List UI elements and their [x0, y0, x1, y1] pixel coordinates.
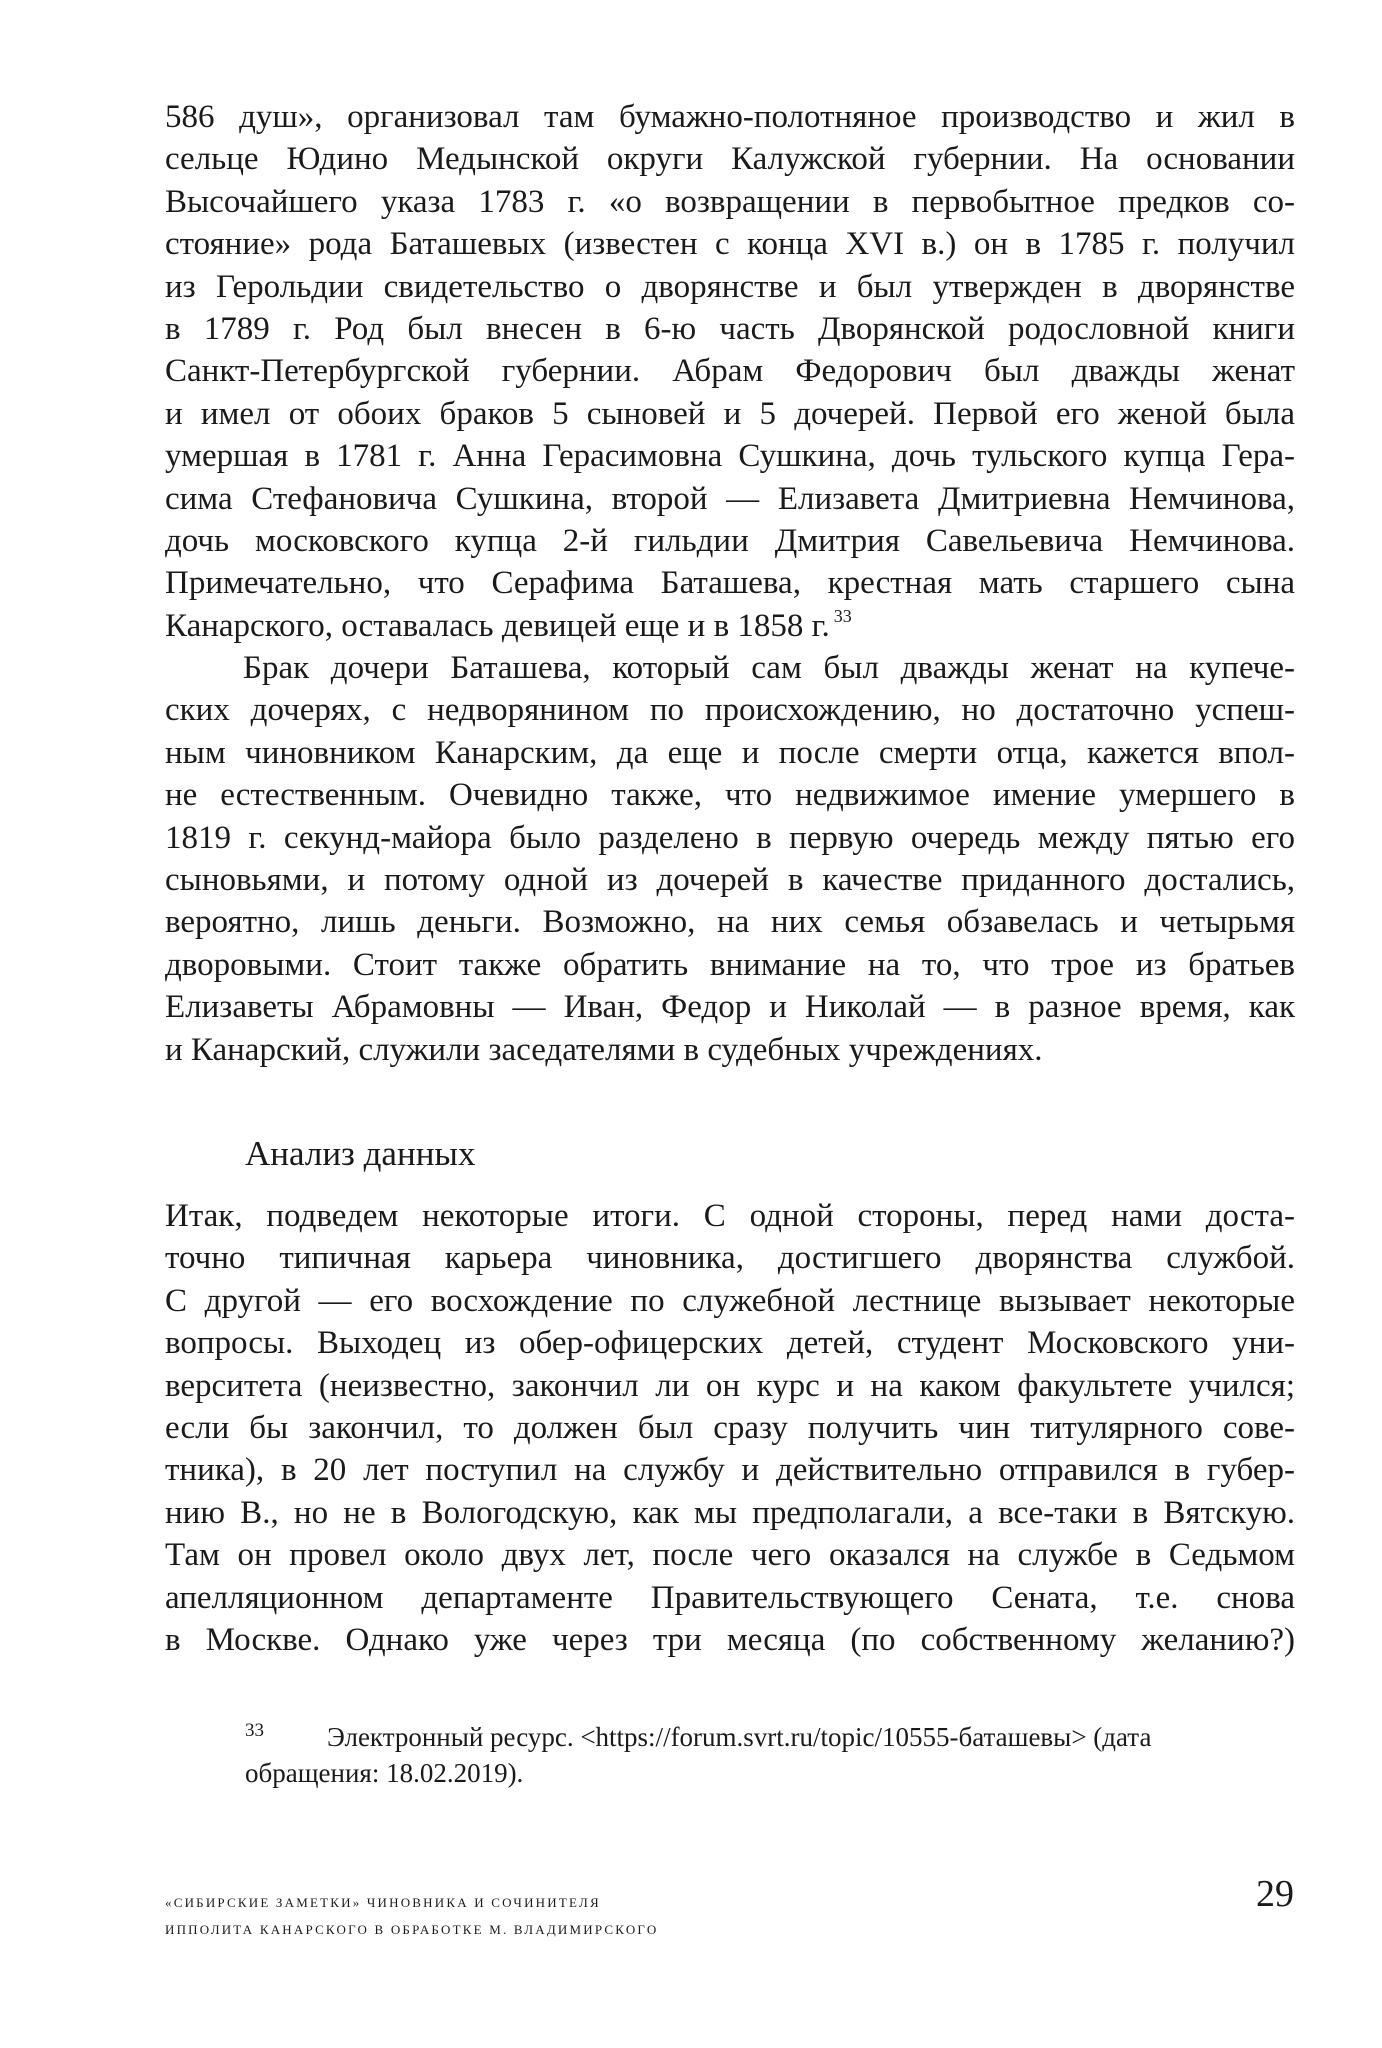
text-line: 586 душ», организовал там бумажно-полотняное производство и жил в: [165, 99, 1295, 135]
text-line: С другой — его восхождение по служебной лестнице вызывает некоторые: [165, 1282, 1295, 1319]
text-line: точно типичная карьера чиновника, достигшего дворянства службой.: [165, 1240, 1295, 1277]
text-line: Примечательно, что Серафима Баташева, крестная мать старшего сына: [165, 565, 1295, 602]
paragraph-2: [165, 647, 1295, 1071]
page-number: 29: [1256, 1873, 1294, 1915]
footnote: [245, 1719, 1295, 1791]
text-line: в Москве. Однако уже через три месяца (по собственному желанию?): [165, 1621, 1295, 1658]
text-line: сыновьями, и потому одной из дочерей в качестве приданного достались,: [165, 861, 1295, 898]
text-line: Елизаветы Абрамовны — Иван, Федор и Николай — в разное время, как: [165, 989, 1295, 1026]
text-line: умершая в 1781 г. Анна Герасимовна Сушкина, дочь тульского купца Гера-: [165, 438, 1295, 475]
paragraph-3: [165, 1195, 1295, 1661]
footnote-first-line: 33 Электронный ресурс. <https://forum.svrt.ru/topic/10555-баташевы> (дата: [245, 1720, 1152, 1752]
text-line: и Канарский, служили заседателями в судебных учреждениях.: [165, 1031, 1043, 1068]
section-heading: Анализ данных: [245, 1134, 476, 1173]
text-line: в 1789 г. Род был внесен в 6-ю часть Дворянской родословной книги: [165, 310, 1295, 347]
text-line: и имел от обоих браков 5 сыновей и 5 дочерей. Первой его женой была: [165, 395, 1295, 432]
text-line: Брак дочери Баташева, который сам был дважды женат на купече-: [243, 650, 1295, 686]
text-line: ным чиновником Канарским, да еще и после смерти отца, кажется впол-: [165, 734, 1295, 771]
text-line: вероятно, лишь деньги. Возможно, на них семья обзавелась и четырьмя: [165, 904, 1295, 941]
paragraph-1: [165, 96, 1295, 647]
text-line: вопросы. Выходец из обер-офицерских детей, студент Московского уни-: [165, 1325, 1295, 1362]
text-line: ских дочерях, с недворянином по происхождению, но достаточно успеш-: [165, 692, 1295, 729]
text-line: сима Стефановича Сушкина, второй — Елизавета Дмитриевна Немчинова,: [165, 480, 1295, 517]
text-line: Санкт-Петербургской губернии. Абрам Федорович был дважды женат: [165, 353, 1295, 390]
text-line: апелляционном департаменте Правительствующего Сената, т.е. снова: [165, 1579, 1295, 1616]
text-line: Итак, подведем некоторые итоги. С одной стороны, перед нами доста-: [165, 1198, 1295, 1234]
text-line: тника), в 20 лет поступил на службу и действительно отправился в губер-: [165, 1452, 1295, 1489]
text-line: Высочайшего указа 1783 г. «о возвращении в первобытное предков со-: [165, 183, 1295, 220]
text-line: дворовыми. Стоит также обратить внимание на то, что трое из братьев: [165, 946, 1295, 983]
running-footer-line: ипполита канарского в обработке м. владимирского: [165, 1918, 659, 1938]
text-line: нию В., но не в Вологодскую, как мы предполагали, а все-таки в Вятскую.: [165, 1494, 1295, 1531]
text-line: 1819 г. секунд-майора было разделено в первую очередь между пятью его: [165, 819, 1295, 856]
running-footer-line: «сибирские заметки» чиновника и сочинителя: [165, 1891, 601, 1911]
text-line: верситета (неизвестно, закончил ли он курс и на каком факультете учился;: [165, 1367, 1295, 1404]
footnote-text: Электронный ресурс. <https://forum.svrt.ru/topic/10555-баташевы> (дата: [327, 1722, 1152, 1752]
text-line: Там он провел около двух лет, после чего оказался на службе в Седьмом: [165, 1537, 1295, 1574]
text-line: дочь московского купца 2-й гильдии Дмитрия Савельевича Немчинова.: [165, 522, 1295, 559]
text-line: стояние» рода Баташевых (известен с конца XVI в.) он в 1785 г. получил: [165, 226, 1295, 263]
text-line: из Герольдии свидетельство о дворянстве и был утвержден в дворянстве: [165, 268, 1295, 305]
footnote-second-line: обращения: 18.02.2019).: [245, 1758, 524, 1788]
text-line-content: Канарского, оставалась девицей еще и в 1858 г.: [165, 607, 830, 644]
text-line: не естественным. Очевидно также, что недвижимое имение умершего в: [165, 777, 1295, 814]
text-line: сельце Юдино Медынской округи Калужской губернии. На основании: [165, 141, 1295, 178]
text-line: [165, 605, 1295, 647]
running-footer: [165, 1888, 658, 1942]
footnote-reference[interactable]: 33: [833, 605, 852, 626]
text-line: если бы закончил, то должен был сразу получить чин титулярного сове-: [165, 1409, 1295, 1446]
